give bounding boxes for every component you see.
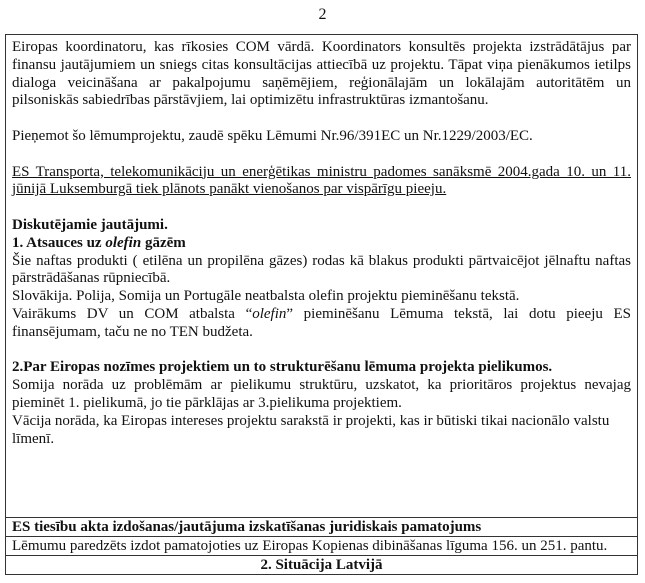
item1-heading: 1. Atsauces uz olefin gāzēm [12,234,186,251]
section2-heading: 2. Situācija Latvijā [5,555,638,575]
item2-para1: Somija norāda uz problēmām ar pielikumu struktūru, uzskatot, ka prioritāros projektus nevajag pieminēt 1. pielikumā, jo tie pārklājas ar 3.pielikuma projektiem. [12,377,631,411]
item1-para1: Šie naftas produkti ( etilēna un propilēna gāzes) rodas kā blakus produkti pārtvaicējot jēlnaftu naftas pārstrādāšanas rūpniecībā. [12,252,631,287]
content-box [5,34,638,517]
page-number: 2 [318,6,327,23]
discussion-heading: Diskutējamie jautājumi. [12,216,168,233]
item2-para2: Vācija norāda, ka Eiropas intereses projektu sarakstā ir projekti, kas ir būtiski tikai nacionālo valstu līmenī. [12,412,610,447]
intro-paragraph: Eiropas koordinatoru, kas rīkosies COM vārdā. Koordinators konsultēs projekta izstrādātājus par finansu jautājumiem un sniegs citas konsultācijas attiecībā uz projektu. Tāpat viņa pienākumos ietilps dialoga veicināšana ar pakalpojumu saņēmējiem, reģionālajām un lokālajām autoritātēm un pilsoniskās sabiedrības pārstāvjiem, lai optimizētu infrastruktūras izmantošanu. [12,39,631,109]
legal-basis-heading: ES tiesību akta izdošanas/jautājuma izskatīšanas juridiskais pamatojums [5,517,638,537]
item1-para3: Vairākums DV un COM atbalsta “olefin” pieminēšanu Lēmuma tekstā, lai dotu pieeju ES finansējumam, taču ne no TEN budžeta. [12,305,631,340]
council-paragraph: ES Transporta, telekomunikāciju un enerģētikas ministru padomes sanāksmē 2004.gada 10. un 11. jūnijā Luksemburgā tiek plānots panākt vienošanos par vispārīgu pieeju. [12,163,631,198]
item2-heading: 2.Par Eiropas nozīmes projektiem un to strukturēšanu lēmuma projekta pielikumos. [12,359,553,376]
legal-basis-text: Lēmumu paredzēts izdot pamatojoties uz Eiropas Kopienas dibināšanas līguma 156. un 251. pantu. [5,536,638,556]
repeal-paragraph: Pieņemot šo lēmumprojektu, zaudē spēku Lēmumi Nr.96/391EC un Nr.1229/2003/EC. [12,127,533,144]
item1-para2: Slovākija. Polija, Somija un Portugāle neatbalsta olefin projektu pieminēšanu tekstā. [12,288,520,305]
